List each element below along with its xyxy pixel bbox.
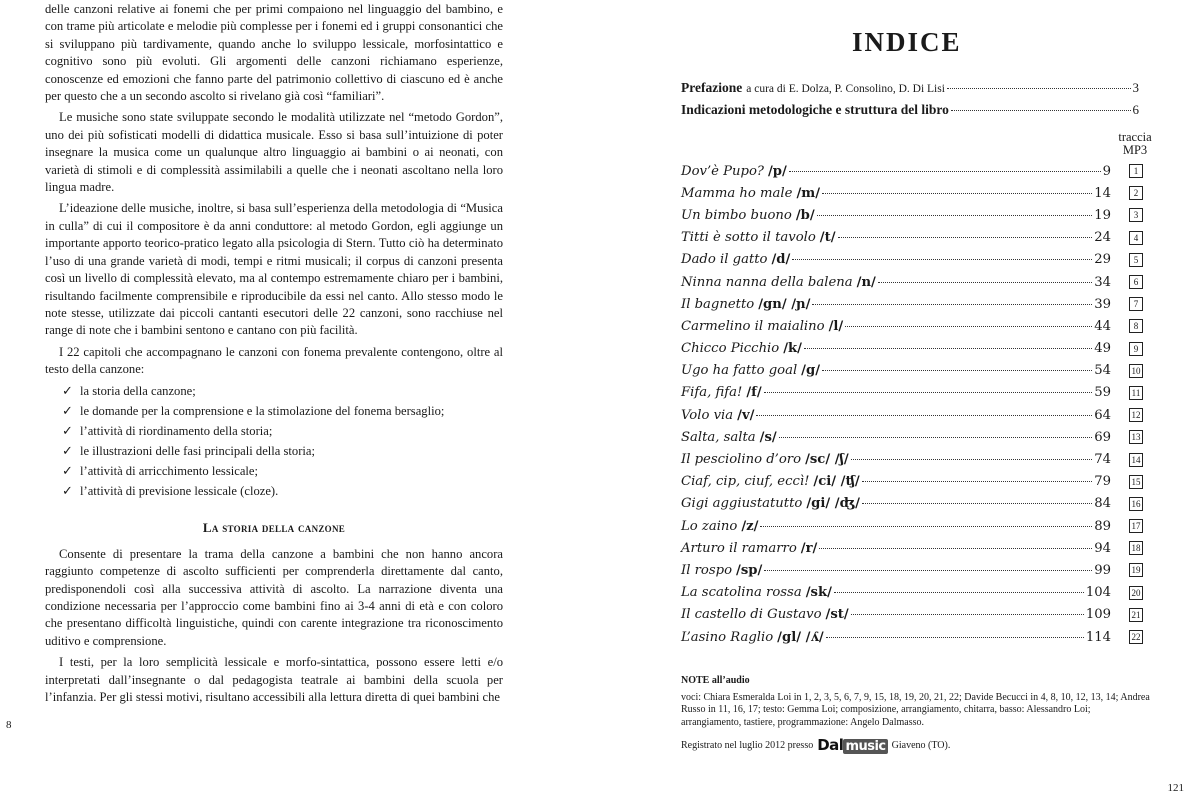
phoneme: /d/ bbox=[771, 252, 791, 268]
page-ref: 59 bbox=[1094, 385, 1111, 401]
song-title: Titti è sotto il tavolo bbox=[681, 230, 816, 246]
song-title: La scatolina rossa bbox=[681, 585, 802, 601]
leader-dots bbox=[819, 548, 1092, 549]
paragraph: Le musiche sono state sviluppate secondo le modalità utilizzate nel “metodo Gordon”, uno dei più sofisticati modelli di didattica musicale. Esso si basa sull’intuizione di poter insegnare la musica come un qualunque altro linguaggio ai bambini o ai neonati, con varietà di stimoli e di complessità assimilabili a quelle che i neonati ascoltano nella loro lingua madre. bbox=[45, 110, 503, 195]
list-item: ✓ l’attività di previsione lessicale (cloze). bbox=[45, 483, 503, 500]
dalmusic-logo: Dal music bbox=[817, 736, 886, 755]
song-title: Il bagnetto bbox=[681, 296, 755, 312]
left-text-column bbox=[45, 1, 503, 710]
toc-entry bbox=[681, 630, 1111, 645]
track-number-box: 12 bbox=[1129, 408, 1143, 422]
song-title: Il rospo bbox=[681, 562, 733, 578]
leader-dots bbox=[789, 171, 1101, 172]
toc-entry bbox=[681, 563, 1111, 578]
paragraph: I testi, per la loro semplicità lessicale e morfo-sintattica, possono essere letti e/o interpretati dall’insegnante o dal pedagogista teatrale ai bambini della scuola per l’infanzia. Per gli stessi motivi, risultano accessibili alla lettura diretta di quei bambini che bbox=[45, 655, 503, 705]
toc-entry-prefazione: Prefazione a cura di E. Dolza, P. Consolino, D. Di Lisi 3 bbox=[681, 80, 1139, 95]
toc-song-row bbox=[681, 315, 1161, 337]
page-ref: 24 bbox=[1094, 230, 1111, 246]
song-title: Arturo il ramarro bbox=[681, 540, 797, 556]
leader-dots bbox=[851, 459, 1092, 460]
leader-dots bbox=[951, 110, 1131, 111]
leader-dots bbox=[826, 637, 1084, 638]
recording-credit: Registrato nel luglio 2012 presso Dal music Giaveno (TO). bbox=[681, 736, 951, 755]
toc-song-row bbox=[681, 404, 1161, 426]
track-number-box: 14 bbox=[1129, 453, 1143, 467]
song-title: Gigi aggiustatutto bbox=[681, 496, 803, 512]
toc-song-row bbox=[681, 382, 1161, 404]
phoneme: /ci/ /ʧ/ bbox=[813, 474, 860, 490]
page-ref: 109 bbox=[1085, 607, 1111, 623]
song-title: Un bimbo buono bbox=[681, 207, 792, 223]
checkmark-icon: ✓ bbox=[62, 484, 73, 499]
toc-song-row bbox=[681, 471, 1161, 493]
paragraph: delle canzoni relative ai fonemi che per primi compaiono nel linguaggio del bambino, e con trame più articolate e melodie più complesse per i fonemi ed i gruppi consonantici che si sviluppano più tardivamente, quando anche lo sviluppo lessicale, morfosintattico e cognitivo sono più evoluti. Gli argomenti delle canzoni richiamano esperienze, conoscenze ed emozioni che fanno parte del patrimonio collettivo di ciascuno ed è anche per questo che a un secondo ascolto si rivelano già così “familiari”. bbox=[45, 2, 503, 104]
song-title: Il castello di Gustavo bbox=[681, 607, 822, 623]
checkmark-icon: ✓ bbox=[62, 463, 73, 479]
toc-entry bbox=[681, 252, 1111, 267]
toc-song-row bbox=[681, 559, 1161, 581]
toc-song-row bbox=[681, 160, 1161, 182]
song-title: L’asino Raglio bbox=[681, 629, 774, 645]
toc-song-row bbox=[681, 626, 1161, 648]
checkmark-icon: ✓ bbox=[62, 423, 73, 439]
list-item: ✓ l’attività di arricchimento lessicale; bbox=[45, 463, 503, 480]
song-title: Salta, salta bbox=[681, 429, 756, 445]
toc-entry bbox=[681, 230, 1111, 245]
page-ref: 84 bbox=[1094, 496, 1111, 512]
page-title: INDICE bbox=[852, 27, 962, 57]
leader-dots bbox=[822, 370, 1092, 371]
track-number-box: 11 bbox=[1129, 386, 1143, 400]
toc-song-row bbox=[681, 204, 1161, 226]
track-number-box: 9 bbox=[1129, 342, 1143, 356]
track-number-box: 3 bbox=[1129, 208, 1143, 222]
page-ref: 34 bbox=[1094, 274, 1111, 290]
toc-song-row bbox=[681, 182, 1161, 204]
phoneme: /k/ bbox=[783, 341, 802, 357]
page-ref: 79 bbox=[1094, 474, 1111, 490]
toc-entry-indicazioni: Indicazioni metodologiche e struttura del libro 6 bbox=[681, 102, 1139, 117]
leader-dots bbox=[792, 259, 1092, 260]
section-heading: La storia della canzone bbox=[202, 520, 346, 536]
toc-song-row bbox=[681, 537, 1161, 559]
page-ref: 14 bbox=[1094, 185, 1111, 201]
page-number: 8 bbox=[6, 719, 12, 731]
page-ref: 89 bbox=[1094, 518, 1111, 534]
leader-dots bbox=[878, 282, 1092, 283]
song-title: Lo zaino bbox=[681, 518, 738, 534]
phoneme: /n/ bbox=[856, 274, 876, 290]
phoneme: /t/ bbox=[819, 230, 836, 246]
leader-dots bbox=[764, 570, 1092, 571]
toc-song-row bbox=[681, 448, 1161, 470]
page-ref: 64 bbox=[1094, 407, 1111, 423]
track-column-header: traccia MP3 bbox=[1118, 130, 1152, 157]
toc-entry bbox=[681, 341, 1111, 356]
track-number-box: 20 bbox=[1129, 586, 1143, 600]
toc-song-row bbox=[681, 493, 1161, 515]
notes-text: voci: Chiara Esmeralda Loi in 1, 2, 3, 5, 6, 7, 9, 15, 18, 19, 20, 21, 22; Davide Becucci in 4, 8, 10, 12, 13, 14; Andrea Russo in 11, 16, 17; testo: Gemma Loi; composizione, arrangiamento, chitarra, basso: Alessandro Loi; arrangiamento, tastiere, programmazione: Angelo Dalmasso. bbox=[681, 691, 1150, 728]
page-ref: 9 bbox=[1102, 163, 1111, 179]
phoneme: /gi/ /ʤ/ bbox=[806, 496, 860, 512]
checkmark-icon: ✓ bbox=[62, 403, 73, 419]
toc-entry bbox=[681, 275, 1111, 290]
phoneme: /p/ bbox=[767, 163, 787, 179]
phoneme: /gl/ /ʎ/ bbox=[777, 629, 824, 645]
track-number-box: 17 bbox=[1129, 519, 1143, 533]
song-title: Fifa, fifa! bbox=[681, 385, 743, 401]
paragraph: Consente di presentare la trama della canzone a bambini che non hanno ancora raggiunto competenze di ascolto sufficienti per comprenderla direttamente dal canto, predisponendoli così alla successiva attività di ascolto. La narrazione diventa una condizione necessaria per l’approccio come bambini fino ai 3-4 anni di età e con coloro che presentano difficoltà linguistiche, quindi con carente integrazione tra riconoscimento uditivo e comprensione. bbox=[45, 546, 503, 648]
phoneme: /sc/ /ʃ/ bbox=[805, 452, 849, 468]
leader-dots bbox=[812, 304, 1092, 305]
phoneme: /s/ bbox=[759, 429, 777, 445]
paragraph: I 22 capitoli che accompagnano le canzoni con fonema prevalente contengono, oltre al testo della canzone: bbox=[45, 344, 503, 377]
toc-song-row bbox=[681, 271, 1161, 293]
toc-entry bbox=[681, 452, 1111, 467]
track-number-box: 6 bbox=[1129, 275, 1143, 289]
leader-dots bbox=[756, 415, 1092, 416]
toc-entry bbox=[681, 297, 1111, 312]
leader-dots bbox=[851, 614, 1084, 615]
track-number-box: 13 bbox=[1129, 430, 1143, 444]
page-ref: 104 bbox=[1085, 585, 1111, 601]
leader-dots bbox=[834, 592, 1084, 593]
track-number-box: 21 bbox=[1129, 608, 1143, 622]
phoneme: /f/ bbox=[746, 385, 762, 401]
leader-dots bbox=[804, 348, 1092, 349]
phoneme: /gn/ /ɲ/ bbox=[758, 296, 811, 312]
toc-entry bbox=[681, 385, 1111, 400]
toc-entry bbox=[681, 186, 1111, 201]
phoneme: /b/ bbox=[795, 207, 815, 223]
notes-title: NOTE all’audio bbox=[681, 675, 750, 686]
paragraph: L’ideazione delle musiche, inoltre, si basa sull’esperienza della metodologia di “Musica in culla” di cui il compositore è da anni conduttore: al metodo Gordon, egli aggiunge un importante apporto teorico-pratico legato alla psicologia di Stern. Tutto ciò ha determinato l’uso di una grande varietà di modi, tempi e ritmi musicali; il corpus di canzoni presenta così un livello di complessità elevato, ma al contempo estremamente chiaro per i bambini, risultando facilmente comprensibile e riproducibile da essi nel canto. Allo stesso modo le note stesse, utilizzate dai piccoli cantanti esecutori delle 22 canzoni, sono racchiuse nel range di note che i bambini sentono e cantano con più facilità. bbox=[45, 201, 503, 338]
list-item: ✓ le domande per la comprensione e la stimolazione del fonema bersaglio; bbox=[45, 403, 503, 420]
phoneme: /st/ bbox=[825, 607, 849, 623]
toc-song-row bbox=[681, 426, 1161, 448]
song-list bbox=[681, 160, 1161, 648]
song-title: Il pesciolino d’oro bbox=[681, 452, 802, 468]
toc-song-row bbox=[681, 360, 1161, 382]
track-number-box: 1 bbox=[1129, 164, 1143, 178]
leader-dots bbox=[760, 526, 1092, 527]
track-number-box: 5 bbox=[1129, 253, 1143, 267]
page-ref: 94 bbox=[1094, 540, 1111, 556]
toc-entry bbox=[681, 363, 1111, 378]
page-number: 121 bbox=[1167, 782, 1184, 794]
toc-song-row bbox=[681, 338, 1161, 360]
leader-dots bbox=[764, 392, 1093, 393]
toc-song-row bbox=[681, 249, 1161, 271]
checkmark-icon: ✓ bbox=[62, 383, 73, 399]
track-number-box: 22 bbox=[1129, 630, 1143, 644]
track-number-box: 2 bbox=[1129, 186, 1143, 200]
song-title: Ugo ha fatto goal bbox=[681, 363, 798, 379]
page-ref: 29 bbox=[1094, 252, 1111, 268]
toc-song-row bbox=[681, 293, 1161, 315]
phoneme: /sk/ bbox=[805, 585, 832, 601]
track-number-box: 16 bbox=[1129, 497, 1143, 511]
toc-entry bbox=[681, 319, 1111, 334]
toc-entry bbox=[681, 496, 1111, 511]
song-title: Dado il gatto bbox=[681, 252, 768, 268]
page-ref: 54 bbox=[1094, 363, 1111, 379]
page-ref: 19 bbox=[1094, 207, 1111, 223]
track-number-box: 8 bbox=[1129, 319, 1143, 333]
track-number-box: 18 bbox=[1129, 541, 1143, 555]
leader-dots bbox=[862, 503, 1092, 504]
toc-entry bbox=[681, 474, 1111, 489]
audio-notes bbox=[681, 675, 1151, 754]
list-item: ✓ la storia della canzone; bbox=[45, 383, 503, 400]
toc-song-row bbox=[681, 604, 1161, 626]
leader-dots bbox=[822, 193, 1092, 194]
track-number-box: 4 bbox=[1129, 231, 1143, 245]
toc-entry bbox=[681, 607, 1111, 622]
toc-entry bbox=[681, 430, 1111, 445]
page-ref: 69 bbox=[1094, 429, 1111, 445]
page-ref: 39 bbox=[1094, 296, 1111, 312]
song-title: Ninna nanna della balena bbox=[681, 274, 853, 290]
leader-dots bbox=[845, 326, 1092, 327]
leader-dots bbox=[838, 237, 1093, 238]
phoneme: /sp/ bbox=[736, 562, 763, 578]
page-ref: 114 bbox=[1085, 629, 1111, 645]
toc-entry bbox=[681, 585, 1111, 600]
song-title: Mamma ho male bbox=[681, 185, 793, 201]
list-item: ✓ le illustrazioni delle fasi principali della storia; bbox=[45, 443, 503, 460]
toc-song-row bbox=[681, 515, 1161, 537]
song-title: Volo via bbox=[681, 407, 734, 423]
song-title: Dov’è Pupo? bbox=[681, 163, 764, 179]
phoneme: /m/ bbox=[796, 185, 821, 201]
checklist bbox=[45, 383, 503, 501]
page-ref: 99 bbox=[1094, 562, 1111, 578]
song-title: Carmelino il maialino bbox=[681, 318, 825, 334]
toc-song-row bbox=[681, 227, 1161, 249]
toc-entry bbox=[681, 164, 1111, 179]
track-number-box: 10 bbox=[1129, 364, 1143, 378]
list-item: ✓ l’attività di riordinamento della storia; bbox=[45, 423, 503, 440]
song-title: Chicco Picchio bbox=[681, 341, 780, 357]
right-page bbox=[600, 0, 1200, 801]
leader-dots bbox=[862, 481, 1093, 482]
toc-entry bbox=[681, 519, 1111, 534]
phoneme: /v/ bbox=[737, 407, 755, 423]
phoneme: /g/ bbox=[801, 363, 821, 379]
checkmark-icon: ✓ bbox=[62, 443, 73, 459]
phoneme: /l/ bbox=[828, 318, 844, 334]
track-number-box: 19 bbox=[1129, 563, 1143, 577]
page-ref: 74 bbox=[1094, 452, 1111, 468]
phoneme: /z/ bbox=[741, 518, 759, 534]
leader-dots bbox=[779, 437, 1092, 438]
page-ref: 44 bbox=[1094, 318, 1111, 334]
toc-entry bbox=[681, 541, 1111, 556]
song-title: Ciaf, cip, ciuf, eccì! bbox=[681, 474, 810, 490]
track-number-box: 15 bbox=[1129, 475, 1143, 489]
phoneme: /r/ bbox=[800, 540, 818, 556]
leader-dots bbox=[947, 88, 1131, 89]
page-ref: 49 bbox=[1094, 341, 1111, 357]
leader-dots bbox=[817, 215, 1093, 216]
toc-song-row bbox=[681, 582, 1161, 604]
toc-entry bbox=[681, 208, 1111, 223]
track-number-box: 7 bbox=[1129, 297, 1143, 311]
toc-entry bbox=[681, 408, 1111, 423]
